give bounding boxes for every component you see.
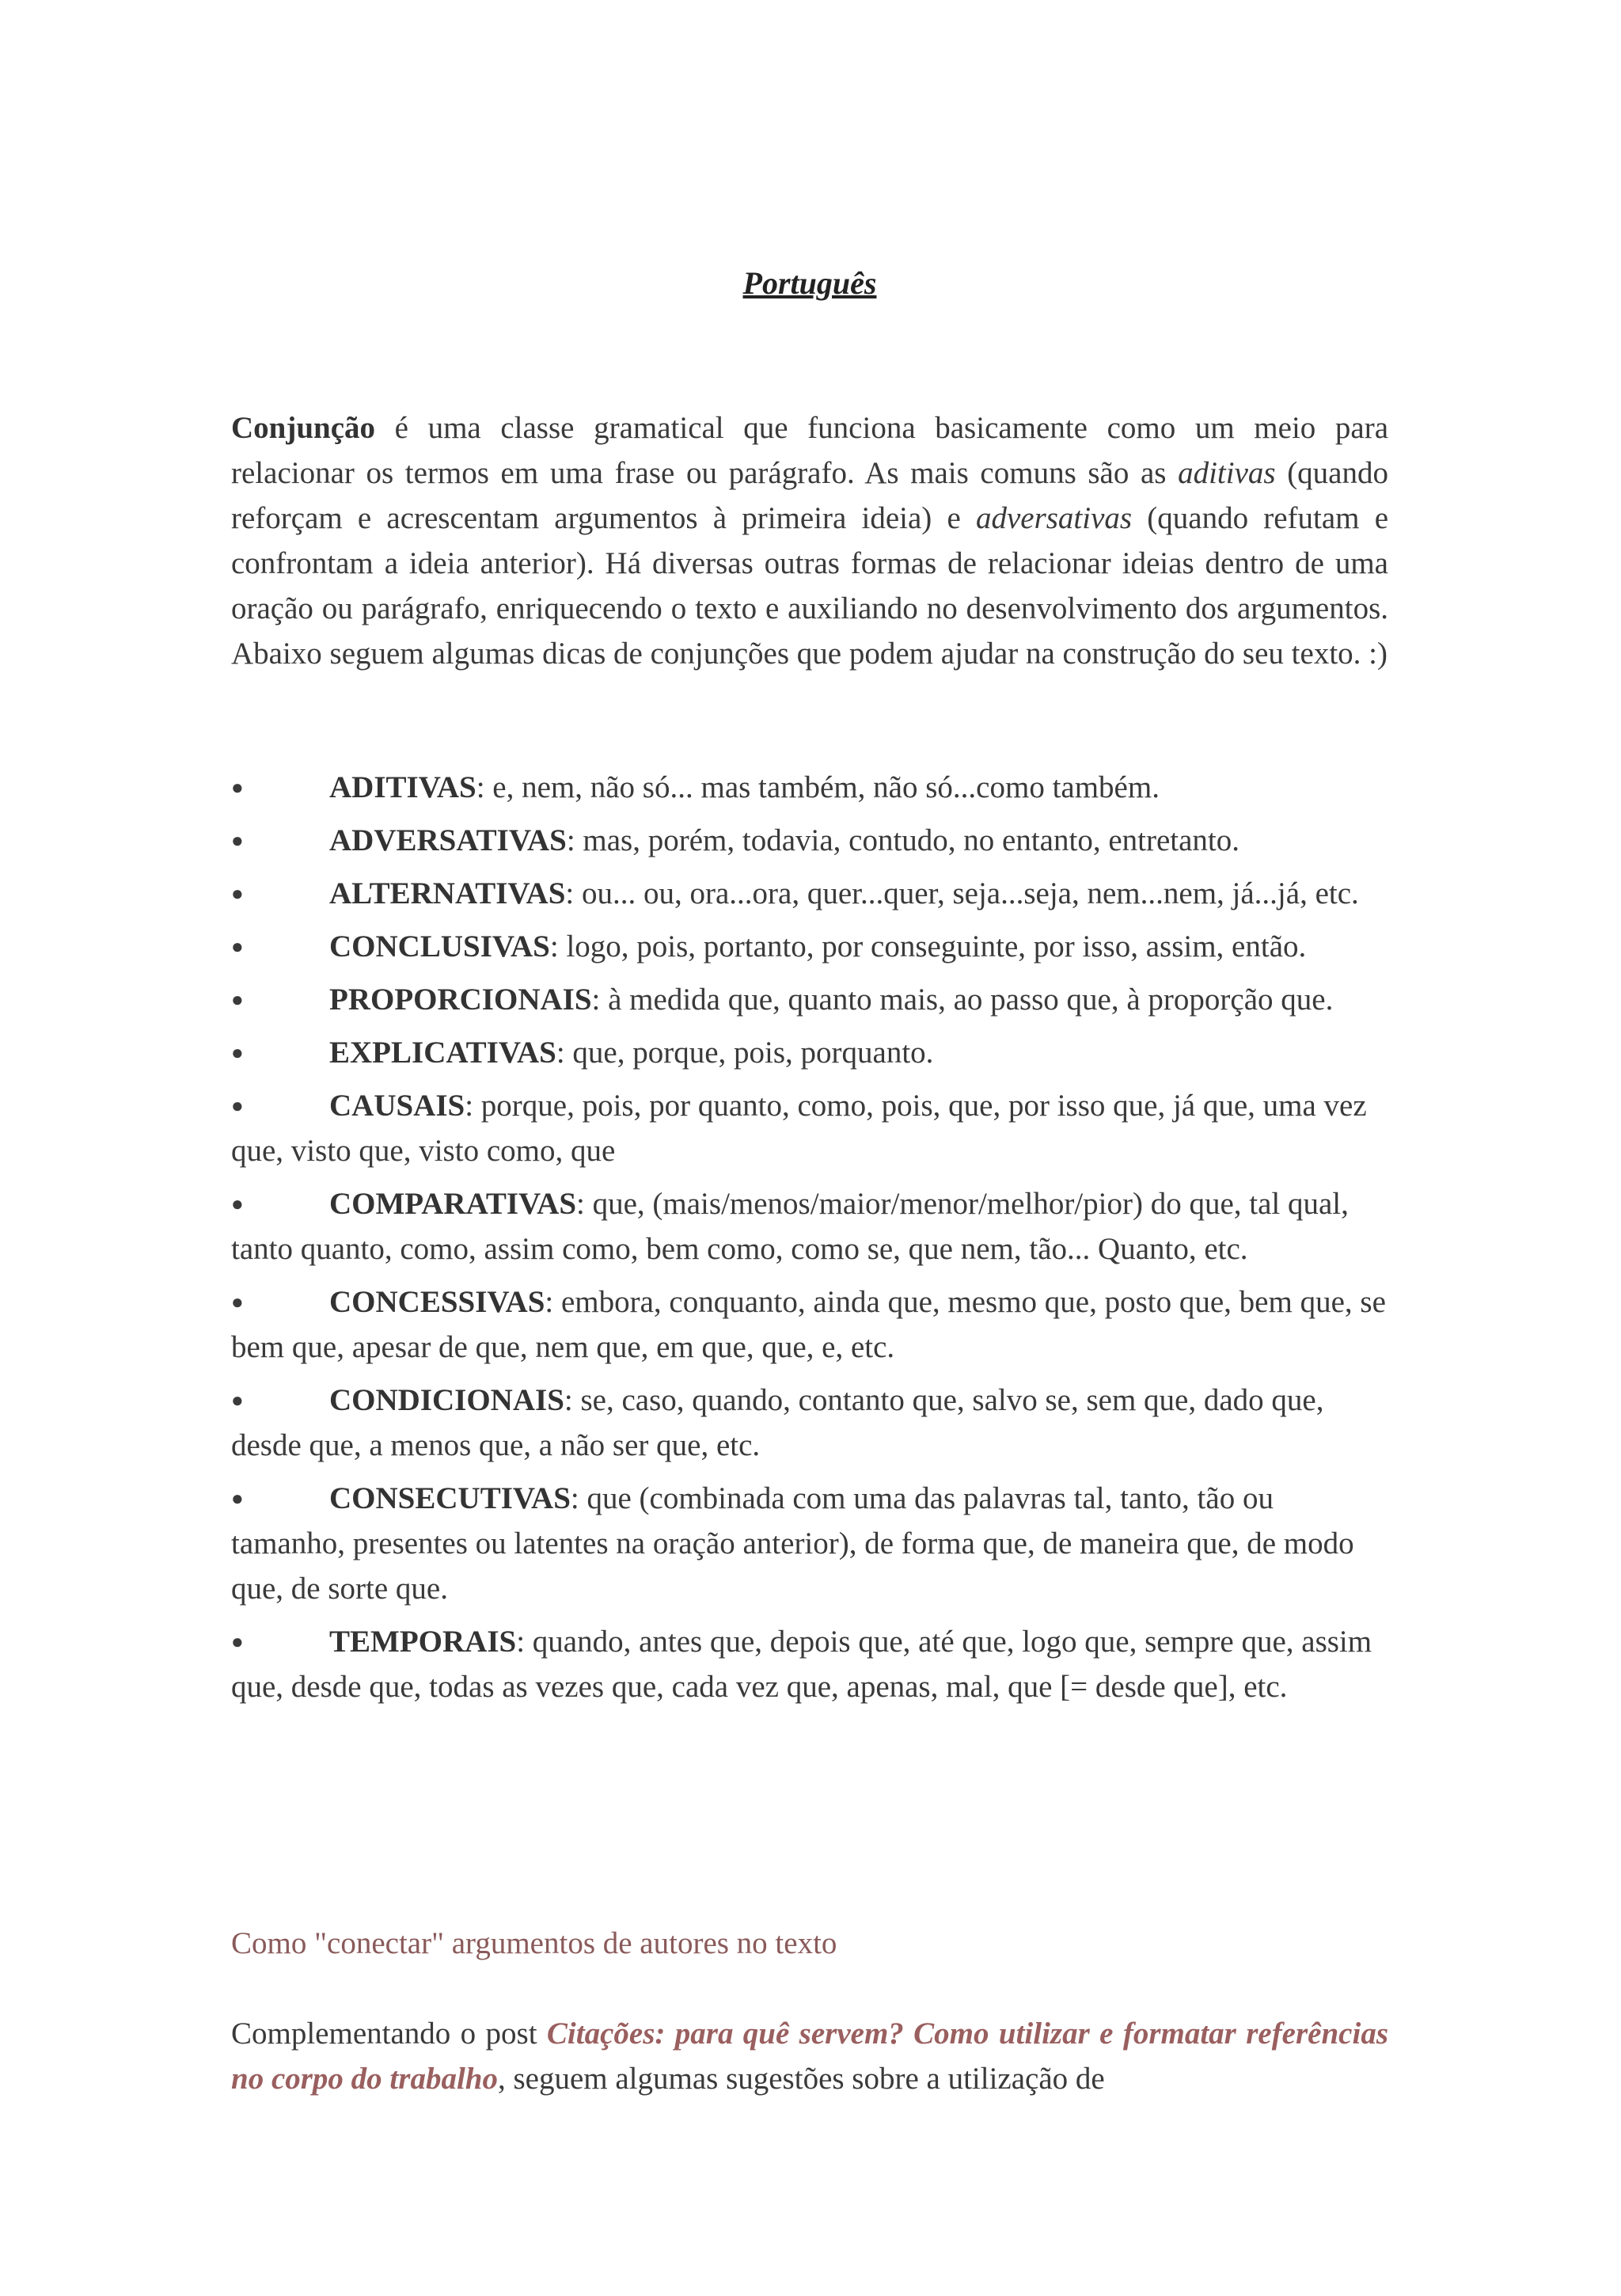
conjunction-label: ADITIVAS <box>329 770 476 804</box>
conjunction-list <box>231 765 1388 1717</box>
conjunction-text: : se, caso, quando, contanto que, salvo se, sem que, dado que, desde que, a menos que, a não ser que, etc. <box>231 1383 1324 1462</box>
list-item <box>231 1181 1388 1272</box>
conjunction-text: : ou... ou, ora...ora, quer...quer, seja...seja, nem...nem, já...já, etc. <box>565 876 1359 910</box>
section-subheading: Como "conectar" argumentos de autores no texto <box>231 1926 837 1960</box>
bullet-icon: ● <box>231 776 244 799</box>
conjunction-text: : que, porque, pois, porquanto. <box>556 1036 934 1070</box>
conjunction-label: PROPORCIONAIS <box>329 983 592 1017</box>
bullet-icon: ● <box>231 1041 244 1064</box>
conjunction-label: CONCESSIVAS <box>329 1285 545 1319</box>
list-item <box>231 1619 1388 1709</box>
conjunction-text: : quando, antes que, depois que, até que, logo que, sempre que, assim que, desde que, todas as vezes que, cada vez que, apenas, mal, que [= desde que], etc. <box>231 1625 1372 1704</box>
bullet-icon: ● <box>231 988 244 1011</box>
conjunction-text: : que (combinada com uma das palavras tal, tanto, tão ou tamanho, presentes ou latentes na oração anterior), de forma que, de maneira que, de modo que, de sorte que. <box>231 1481 1354 1606</box>
list-item <box>231 1279 1388 1370</box>
list-item <box>231 924 1388 969</box>
list-item <box>231 1030 1388 1075</box>
conjunction-label: ALTERNATIVAS <box>329 876 566 910</box>
page-title: Português <box>742 265 877 301</box>
list-item <box>231 1083 1388 1173</box>
bullet-icon: ● <box>231 1192 244 1215</box>
intro-text-3: (quando refutam e confrontam a ideia anterior). Há diversas outras formas de relacionar ideias dentro de uma oração ou parágrafo, enriquecendo o texto e auxiliando no desenvolvimento dos argumentos. Abaixo seguem algumas dicas de conjunções que podem ajudar na construção do seu texto. :) <box>231 501 1389 671</box>
conjunction-label: CONCLUSIVAS <box>329 929 550 964</box>
list-item <box>231 765 1388 810</box>
conjunction-label: CONSECUTIVAS <box>329 1481 571 1515</box>
conjunction-label: TEMPORAIS <box>329 1625 517 1659</box>
conjunction-text: : logo, pois, portanto, por conseguinte, por isso, assim, então. <box>549 929 1307 964</box>
bullet-icon: ● <box>231 1487 244 1510</box>
intro-text-2: (quando reforçam e acrescentam argumentos à primeira ideia) e <box>231 456 1388 535</box>
conjunction-text: : à medida que, quanto mais, ao passo que, à proporção que. <box>591 983 1334 1017</box>
conjunction-text: : que, (mais/menos/maior/menor/melhor/pior) do que, tal qual, tanto quanto, como, assim como, bem como, como se, que nem, tão... Quanto, etc. <box>231 1187 1349 1266</box>
bullet-icon: ● <box>231 1291 244 1313</box>
bullet-icon: ● <box>231 1094 244 1117</box>
conjunction-label: ADVERSATIVAS <box>329 823 567 857</box>
intro-adversativas: adversativas <box>975 501 1133 535</box>
intro-term: Conjunção <box>231 411 376 445</box>
post-text-after: , seguem algumas sugestões sobre a utilização de <box>497 2062 1105 2096</box>
conjunction-label: CONDICIONAIS <box>329 1383 564 1417</box>
bullet-icon: ● <box>231 1389 244 1412</box>
list-item <box>231 977 1388 1022</box>
conjunction-text: : embora, conquanto, ainda que, mesmo que, posto que, bem que, se bem que, apesar de que, nem que, em que, que, e, etc. <box>231 1285 1386 1364</box>
post-paragraph <box>231 2011 1388 2101</box>
bullet-icon: ● <box>231 1630 244 1653</box>
list-item <box>231 1476 1388 1611</box>
bullet-icon: ● <box>231 882 244 905</box>
bullet-icon: ● <box>231 829 244 852</box>
conjunction-label: EXPLICATIVAS <box>329 1036 556 1070</box>
bullet-icon: ● <box>231 935 244 958</box>
intro-text-1: é uma classe gramatical que funciona basicamente como um meio para relacionar os termos em uma frase ou parágrafo. As mais comuns são as <box>231 411 1388 490</box>
conjunction-label: COMPARATIVAS <box>329 1187 577 1221</box>
intro-paragraph <box>231 405 1388 676</box>
conjunction-text: : porque, pois, por quanto, como, pois, que, por isso que, já que, uma vez que, visto que, visto como, que <box>231 1089 1367 1168</box>
list-item <box>231 871 1388 916</box>
post-link[interactable]: Citações: para quê servem? Como utilizar e formatar referências no corpo do trabalho <box>231 2017 1388 2096</box>
list-item <box>231 1378 1388 1468</box>
conjunction-text: : e, nem, não só... mas também, não só...como também. <box>476 770 1160 804</box>
post-text-before: Complementando o post <box>231 2017 547 2051</box>
list-item <box>231 818 1388 863</box>
conjunction-label: CAUSAIS <box>329 1089 465 1123</box>
intro-aditivas: aditivas <box>1178 456 1276 490</box>
conjunction-text: : mas, porém, todavia, contudo, no entanto, entretanto. <box>566 823 1240 857</box>
